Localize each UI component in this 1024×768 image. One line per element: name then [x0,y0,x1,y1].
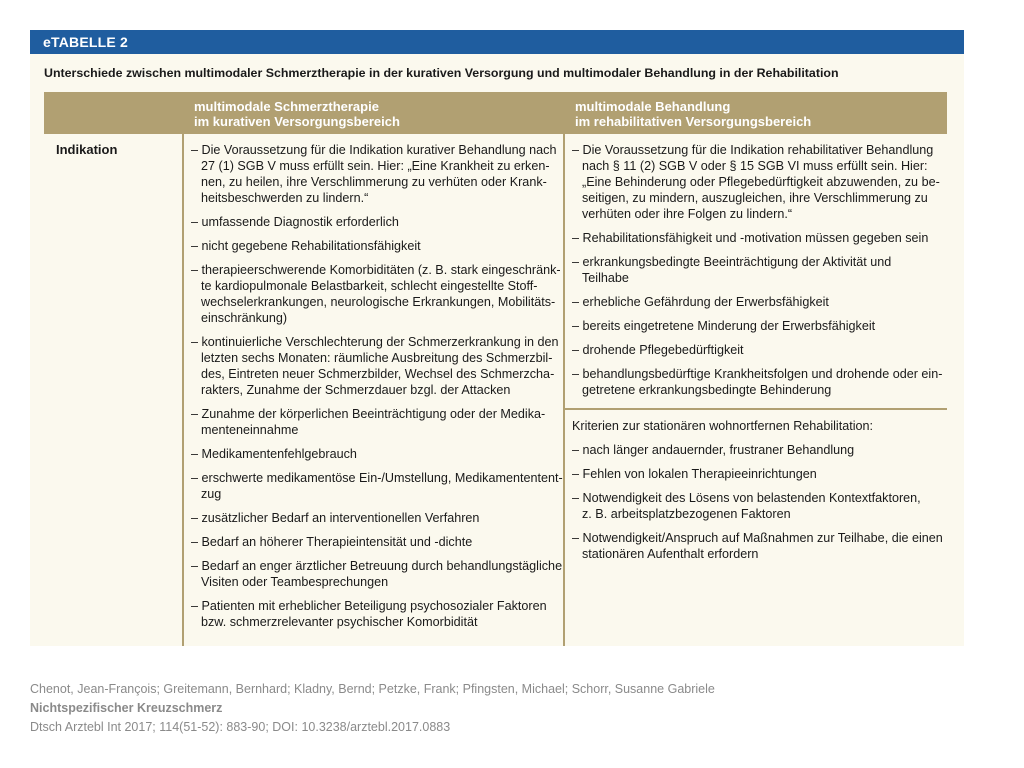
list-item-line: – Fehlen von lokalen Therapieeinrichtungen [572,467,817,481]
column-header-line: im rehabilitativen Versorgungsbereich [575,114,812,129]
list-item-line: „Eine Behinderung oder Pflegebedürftigkeit abzuwenden, zu be- [582,175,940,189]
list-item-line: – bereits eingetretene Minderung der Erwerbsfähigkeit [572,319,876,333]
list-item-line: getretene erkrankungsbedingte Behinderung [582,383,832,397]
criteria-title: Kriterien zur stationären wohnortfernen Rehabilitation: [572,419,874,433]
list-item-line: – erschwerte medikamentöse Ein-/Umstellung, Medikamententent- [191,471,563,485]
column-header-line: multimodale Schmerztherapie [194,99,379,114]
list-item-line: heitsbeschwerden zu lindern.“ [201,191,369,205]
list-item [191,238,421,254]
list-item [572,366,942,398]
list-item-line: – erhebliche Gefährdung der Erwerbsfähigkeit [572,295,829,309]
list-item-line: seitigen, zu mindern, auszugleichen, ihre Verschlimmerung zu [582,191,928,205]
list-item-line: – zusätzlicher Bedarf an interventionellen Verfahren [191,511,480,525]
list-item-line: bzw. schmerzrelevanter psychischer Komorbidität [201,615,478,629]
list-item [572,254,891,286]
list-item [191,534,472,550]
list-item [572,230,928,246]
list-item-line: – Notwendigkeit/Anspruch auf Maßnahmen zur Teilhabe, die einen [572,531,943,545]
list-item [191,262,561,326]
list-item-line: stationären Aufenthalt erfordern [582,547,759,561]
list-item-line: einschränkung) [201,311,288,325]
table-title-bar [30,30,964,54]
list-item-line: nach § 11 (2) SGB V oder § 15 SGB VI muss erfüllt sein. Hier: [582,159,928,173]
footer-authors: Chenot, Jean-François; Greitemann, Bernhard; Kladny, Bernd; Petzke, Frank; Pfingsten, Michael; Schorr, Susanne Gabriele [30,682,715,696]
list-item-line: – Bedarf an enger ärztlicher Betreuung durch behandlungstägliche [191,559,563,573]
list-item [572,294,829,310]
table-subtitle: Unterschiede zwischen multimodaler Schmerztherapie in der kurativen Versorgung und multimodaler Behandlung in der Rehabilitation [44,66,839,80]
list-item-line: 27 (1) SGB V muss erfüllt sein. Hier: „Eine Krankheit zu erken- [201,159,550,173]
list-item-line: Visiten oder Teambesprechungen [201,575,389,589]
list-item-line: – Rehabilitationsfähigkeit und -motivation müssen gegeben sein [572,231,929,245]
list-item-line: wechselerkrankungen, neurologische Erkrankungen, Mobilitäts- [201,295,556,309]
list-item [572,142,940,222]
list-item-line: – Notwendigkeit des Lösens von belastenden Kontextfaktoren, [572,491,921,505]
list-item-line: rakters, Zunahme der Schmerzdauer bzgl. der Attacken [201,383,511,397]
list-item-line: – Die Voraussetzung für die Indikation rehabilitativer Behandlung [572,143,934,157]
list-item-line: – Die Voraussetzung für die Indikation kurativer Behandlung nach [191,143,557,157]
list-item [572,442,854,458]
footer-article-title: Nichtspezifischer Kreuzschmerz [30,701,223,715]
section-divider [565,408,947,410]
list-item-line: – Bedarf an höherer Therapieintensität und -dichte [191,535,473,549]
list-item-line: menteneinnahme [201,423,299,437]
list-item-line: verhüten oder ihre Folgen zu lindern.“ [582,207,793,221]
list-item-line: – umfassende Diagnostik erforderlich [191,215,399,229]
list-item [191,598,547,630]
list-item [572,342,744,358]
table-figure [30,30,964,646]
list-item [191,142,556,206]
list-item-line: – nach länger andauernder, frustraner Behandlung [572,443,855,457]
list-item [191,470,563,502]
list-item-line: – therapieerschwerende Komorbiditäten (z. B. stark eingeschränk- [191,263,561,277]
citation-footer [30,680,715,737]
list-item-line: – drohende Pflegebedürftigkeit [572,343,744,357]
column-divider [563,134,565,646]
list-item [572,318,875,334]
column-header-line: multimodale Behandlung [575,99,731,114]
column-divider [182,92,184,646]
column-header-rehabilitativ [575,99,811,129]
list-item-line: – Patienten mit erheblicher Beteiligung psychosozialer Faktoren [191,599,547,613]
list-item [191,406,545,438]
list-item [572,530,943,562]
list-item-line: – erkrankungsbedingte Beeinträchtigung der Aktivität und [572,255,892,269]
column-header-kurativ [194,99,400,129]
list-item [191,446,357,462]
list-item-line: – kontinuierliche Verschlechterung der Schmerzerkrankung in den [191,335,559,349]
table-label: eTABELLE 2 [43,34,128,50]
footer-citation: Dtsch Arztebl Int 2017; 114(51-52): 883-90; DOI: 10.3238/arztebl.2017.0883 [30,720,451,734]
column-header-line: im kurativen Versorgungsbereich [194,114,400,129]
list-item [191,214,399,230]
list-item-line: – behandlungsbedürftige Krankheitsfolgen und drohende oder ein- [572,367,943,381]
list-item-line: te kardiopulmonale Belastbarkeit, schlecht eingestellte Stoff- [201,279,538,293]
list-item-line: zug [201,487,222,501]
list-item [572,466,817,482]
list-item-line: Teilhabe [582,271,629,285]
list-item-line: nen, zu heilen, ihre Verschlimmerung zu verhüten oder Krank- [201,175,547,189]
list-item-line: – nicht gegebene Rehabilitationsfähigkeit [191,239,421,253]
list-item-line: – Zunahme der körperlichen Beeinträchtigung oder der Medika- [191,407,546,421]
table-header-row [44,92,947,134]
list-item-line: des, Eintreten neuer Schmerzbilder, Wechsel des Schmerzcha- [201,367,555,381]
list-item [191,558,562,590]
list-item-line: – Medikamentenfehlgebrauch [191,447,357,461]
list-item [191,334,559,398]
row-label-indikation: Indikation [56,142,118,157]
list-item-line: z. B. arbeitsplatzbezogenen Faktoren [582,507,791,521]
list-item [572,490,921,522]
list-item-line: letzten sechs Monaten: räumliche Ausbreitung des Schmerzbil- [201,351,553,365]
list-item [191,510,479,526]
